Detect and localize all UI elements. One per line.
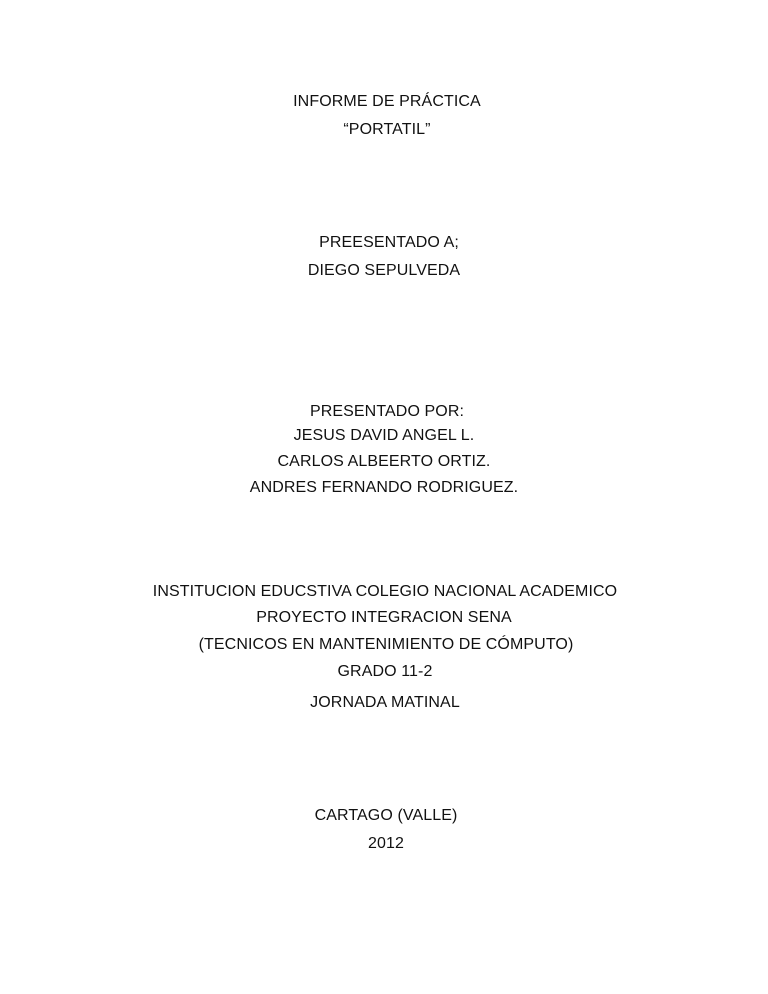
grade: GRADO 11-2 bbox=[337, 663, 433, 680]
presented-by-label: PRESENTADO POR: bbox=[309, 403, 465, 420]
author-name: JESUS DAVID ANGEL L. bbox=[293, 427, 475, 444]
institution-name: INSTITUCION EDUCSTIVA COLEGIO NACIONAL ACADEMICO bbox=[152, 583, 618, 600]
city: CARTAGO (VALLE) bbox=[314, 807, 458, 824]
presented-to-name: DIEGO SEPULVEDA bbox=[307, 262, 461, 279]
document-subtitle: “PORTATIL” bbox=[343, 121, 431, 138]
document-title: INFORME DE PRÁCTICA bbox=[293, 93, 481, 110]
author-name: CARLOS ALBEERTO ORTIZ. bbox=[277, 453, 491, 470]
author-name: ANDRES FERNANDO RODRIGUEZ. bbox=[249, 479, 519, 496]
program-name: (TECNICOS EN MANTENIMIENTO DE CÓMPUTO) bbox=[198, 636, 574, 653]
shift: JORNADA MATINAL bbox=[310, 694, 460, 711]
year: 2012 bbox=[368, 835, 404, 852]
project-name: PROYECTO INTEGRACION SENA bbox=[256, 609, 512, 626]
presented-to-label: PREESENTADO A; bbox=[319, 234, 459, 251]
